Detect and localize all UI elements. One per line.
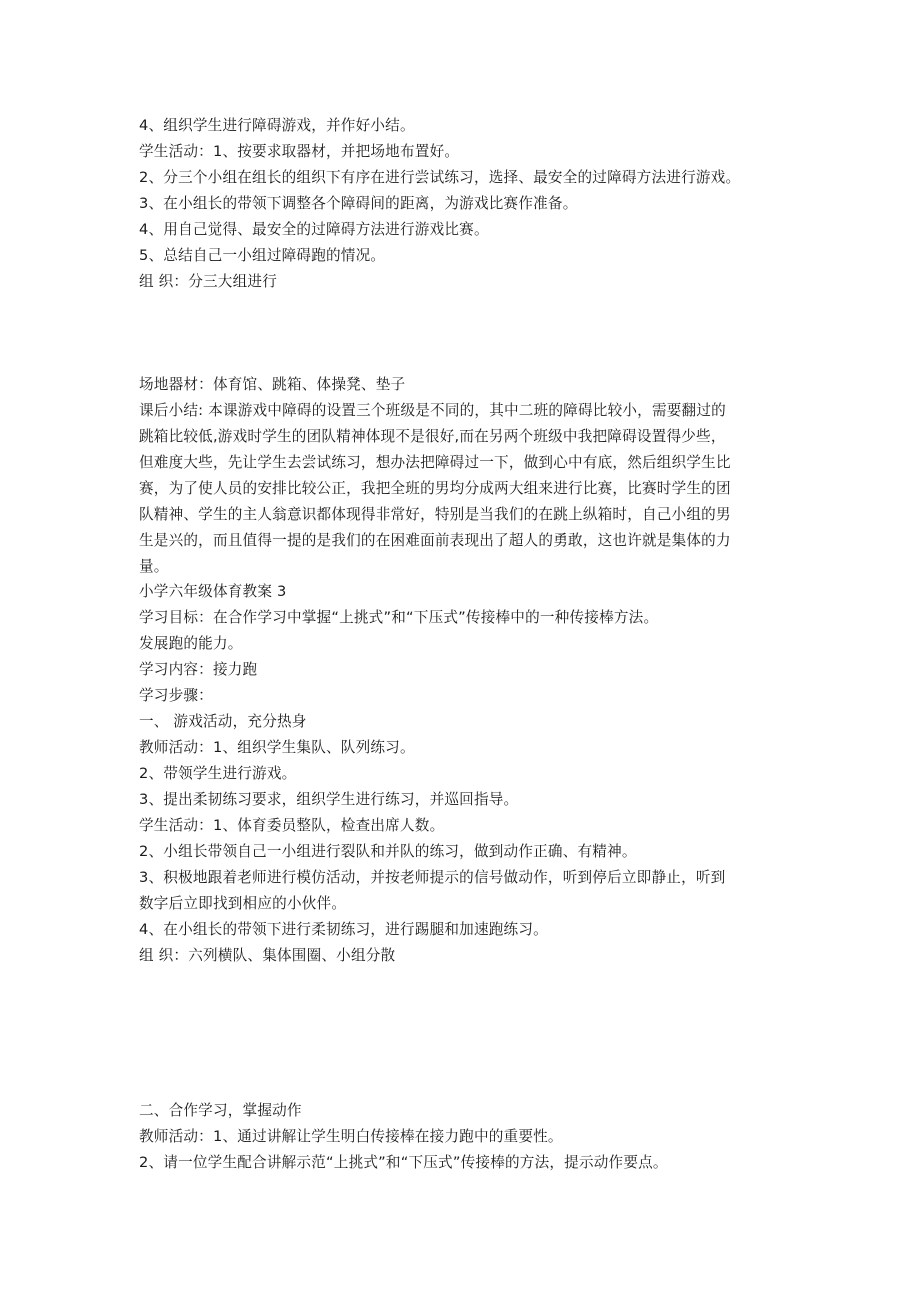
text-line: 队精神、学生的主人翁意识都体现得非常好，特别是当我们的在跳上纵箱时，自己小组的男 bbox=[139, 506, 731, 523]
text-line: 场地器材：体育馆、跳箱、体操凳、垫子 bbox=[139, 376, 406, 393]
text-line: 但难度大些，先让学生去尝试练习，想办法把障碍过一下，做到心中有底，然后组织学生比 bbox=[139, 454, 731, 471]
section-title: 小学六年级体育教案 3 bbox=[139, 583, 287, 600]
text-line: 3、提出柔韧练习要求，组织学生进行练习，并巡回指导。 bbox=[139, 791, 519, 808]
text-line: 教师活动：1、组织学生集队、队列练习。 bbox=[139, 739, 415, 756]
text-line: 发展跑的能力。 bbox=[139, 635, 243, 652]
text-line: 学习步骤： bbox=[139, 687, 213, 704]
text-line: 4、用自己觉得、最安全的过障碍方法进行游戏比赛。 bbox=[139, 221, 489, 238]
text-line: 二、合作学习，掌握动作 bbox=[139, 1102, 302, 1119]
text-line: 学习内容：接力跑 bbox=[139, 661, 258, 678]
text-line: 学习目标：在合作学习中掌握“上挑式”和“下压式”传接棒中的一种传接棒方法。 bbox=[139, 609, 659, 626]
text-line: 一、 游戏活动，充分热身 bbox=[139, 713, 307, 730]
text-line: 组 织：分三大组进行 bbox=[139, 273, 277, 290]
text-line: 赛，为了使人员的安排比较公正，我把全班的男均分成两大组来进行比赛，比赛时学生的团 bbox=[139, 480, 731, 497]
text-line: 5、总结自己一小组过障碍跑的情况。 bbox=[139, 247, 386, 264]
text-line: 2、带领学生进行游戏。 bbox=[139, 765, 297, 782]
text-line: 2、分三个小组在组长的组织下有序在进行尝试练习，选择、最安全的过障碍方法进行游戏。 bbox=[139, 169, 741, 186]
text-line: 2、请一位学生配合讲解示范“上挑式”和“下压式”传接棒的方法，提示动作要点。 bbox=[139, 1154, 668, 1171]
text-line: 课后小结: 本课游戏中障碍的设置三个班级是不同的，其中二班的障碍比较小，需要翻过的 bbox=[139, 402, 726, 419]
text-line: 生是兴的，而且值得一提的是我们的在困难面前表现出了超人的勇敢，这也许就是集体的力 bbox=[139, 532, 731, 549]
text-line: 组 织：六列横队、集体围圈、小组分散 bbox=[139, 947, 396, 964]
text-line: 跳箱比较低,游戏时学生的团队精神体现不是很好,而在另两个班级中我把障碍设置得少些， bbox=[139, 428, 726, 445]
text-line: 2、小组长带领自己一小组进行裂队和并队的练习，做到动作正确、有精神。 bbox=[139, 843, 637, 860]
text-line: 学生活动：1、体育委员整队，检查出席人数。 bbox=[139, 817, 445, 834]
text-line: 4、组织学生进行障碍游戏，并作好小结。 bbox=[139, 117, 415, 134]
text-line: 学生活动：1、按要求取器材，并把场地布置好。 bbox=[139, 143, 460, 160]
text-line: 3、在小组长的带领下调整各个障碍间的距离，为游戏比赛作准备。 bbox=[139, 195, 578, 212]
text-line: 量。 bbox=[139, 558, 169, 575]
text-line: 教师活动：1、通过讲解让学生明白传接棒在接力跑中的重要性。 bbox=[139, 1128, 563, 1145]
text-line: 数字后立即找到相应的小伙伴。 bbox=[139, 895, 347, 912]
text-line: 4、在小组长的带领下进行柔韧练习，进行踢腿和加速跑练习。 bbox=[139, 921, 548, 938]
text-line: 3、积极地跟着老师进行模仿活动，并按老师提示的信号做动作，听到停后立即静止，听到 bbox=[139, 869, 726, 886]
